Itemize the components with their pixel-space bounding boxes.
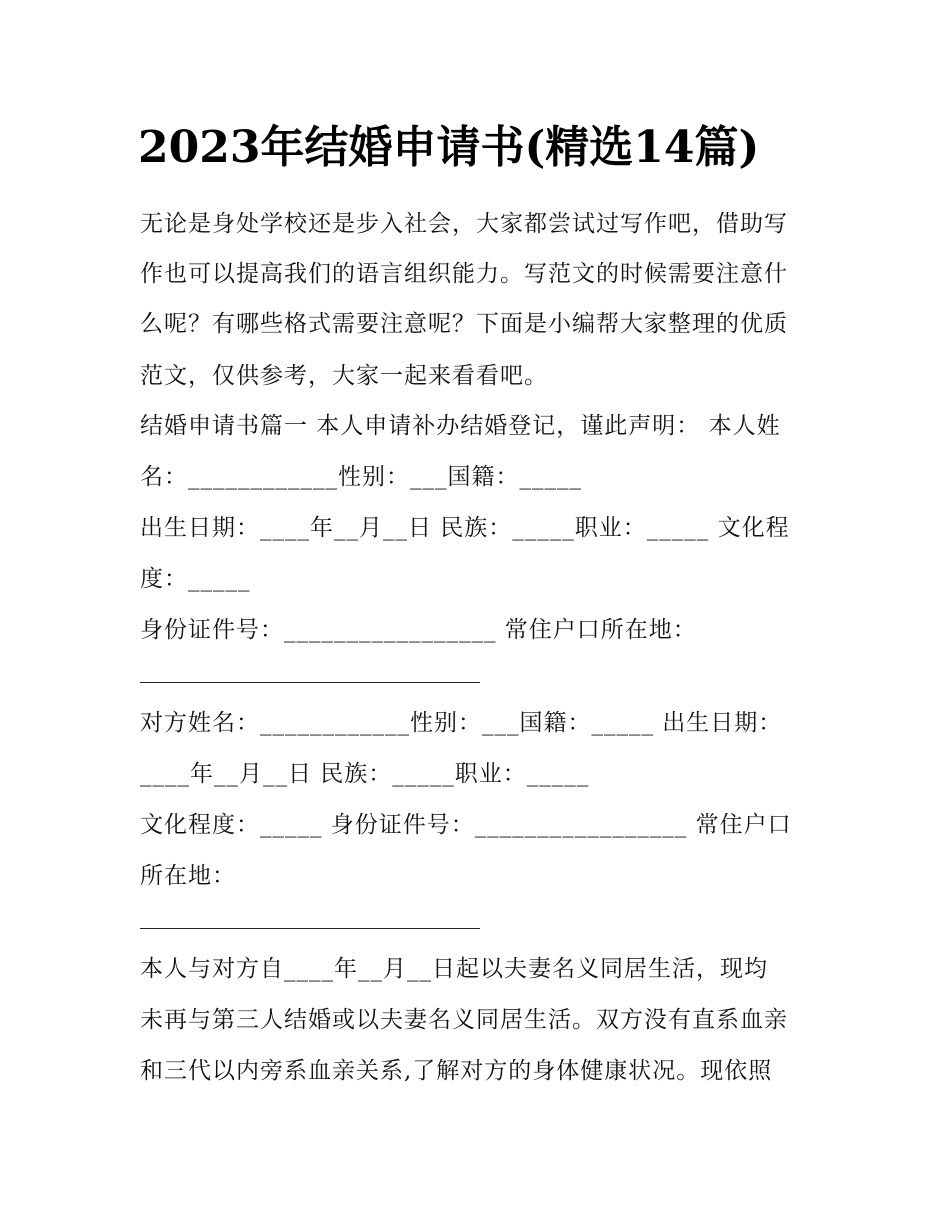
paragraph-line: 和三代以内旁系血亲关系,了解对方的身体健康状况。现依照 bbox=[140, 1058, 773, 1084]
form-line: 文化程度：_____ 身份证件号：_________________ 常住户口 bbox=[140, 812, 792, 838]
form-line: 度：_____ bbox=[140, 566, 251, 592]
paragraph-line: 范文，仅供参考，大家一起来看看吧。 bbox=[140, 363, 548, 389]
form-line: ____年__月__日 民族：_____职业：_____ bbox=[140, 761, 590, 787]
paragraph-line: 未再与第三人结婚或以夫妻名义同居生活。双方没有直系血亲 bbox=[140, 1007, 788, 1033]
document-title: 2023年结婚申请书(精选14篇) bbox=[138, 122, 760, 173]
paragraph-line: 么呢？有哪些格式需要注意呢？下面是小编帮大家整理的优质 bbox=[140, 311, 788, 337]
blank-fill-rule bbox=[140, 682, 480, 683]
paragraph-line: 无论是身处学校还是步入社会，大家都尝试过写作吧，借助写 bbox=[140, 211, 788, 237]
blank-fill-rule bbox=[140, 928, 480, 929]
paragraph-line: 结婚申请书篇一 本人申请补办结婚登记，谨此声明： 本人姓 bbox=[140, 413, 781, 439]
paragraph-line: 本人与对方自____年__月__日起以夫妻名义同居生活，现均 bbox=[140, 956, 768, 982]
form-line: 出生日期：____年__月__日 民族：_____职业：_____ 文化程 bbox=[140, 515, 790, 541]
form-line: 所在地： bbox=[140, 863, 236, 889]
form-line: 名：____________性别：___国籍：_____ bbox=[140, 464, 582, 490]
form-line: 对方姓名：____________性别：___国籍：_____ 出生日期： bbox=[140, 710, 783, 736]
paragraph-line: 作也可以提高我们的语言组织能力。写范文的时候需要注意什 bbox=[140, 261, 788, 287]
form-line: 身份证件号：_________________ 常住户口所在地： bbox=[140, 617, 697, 643]
